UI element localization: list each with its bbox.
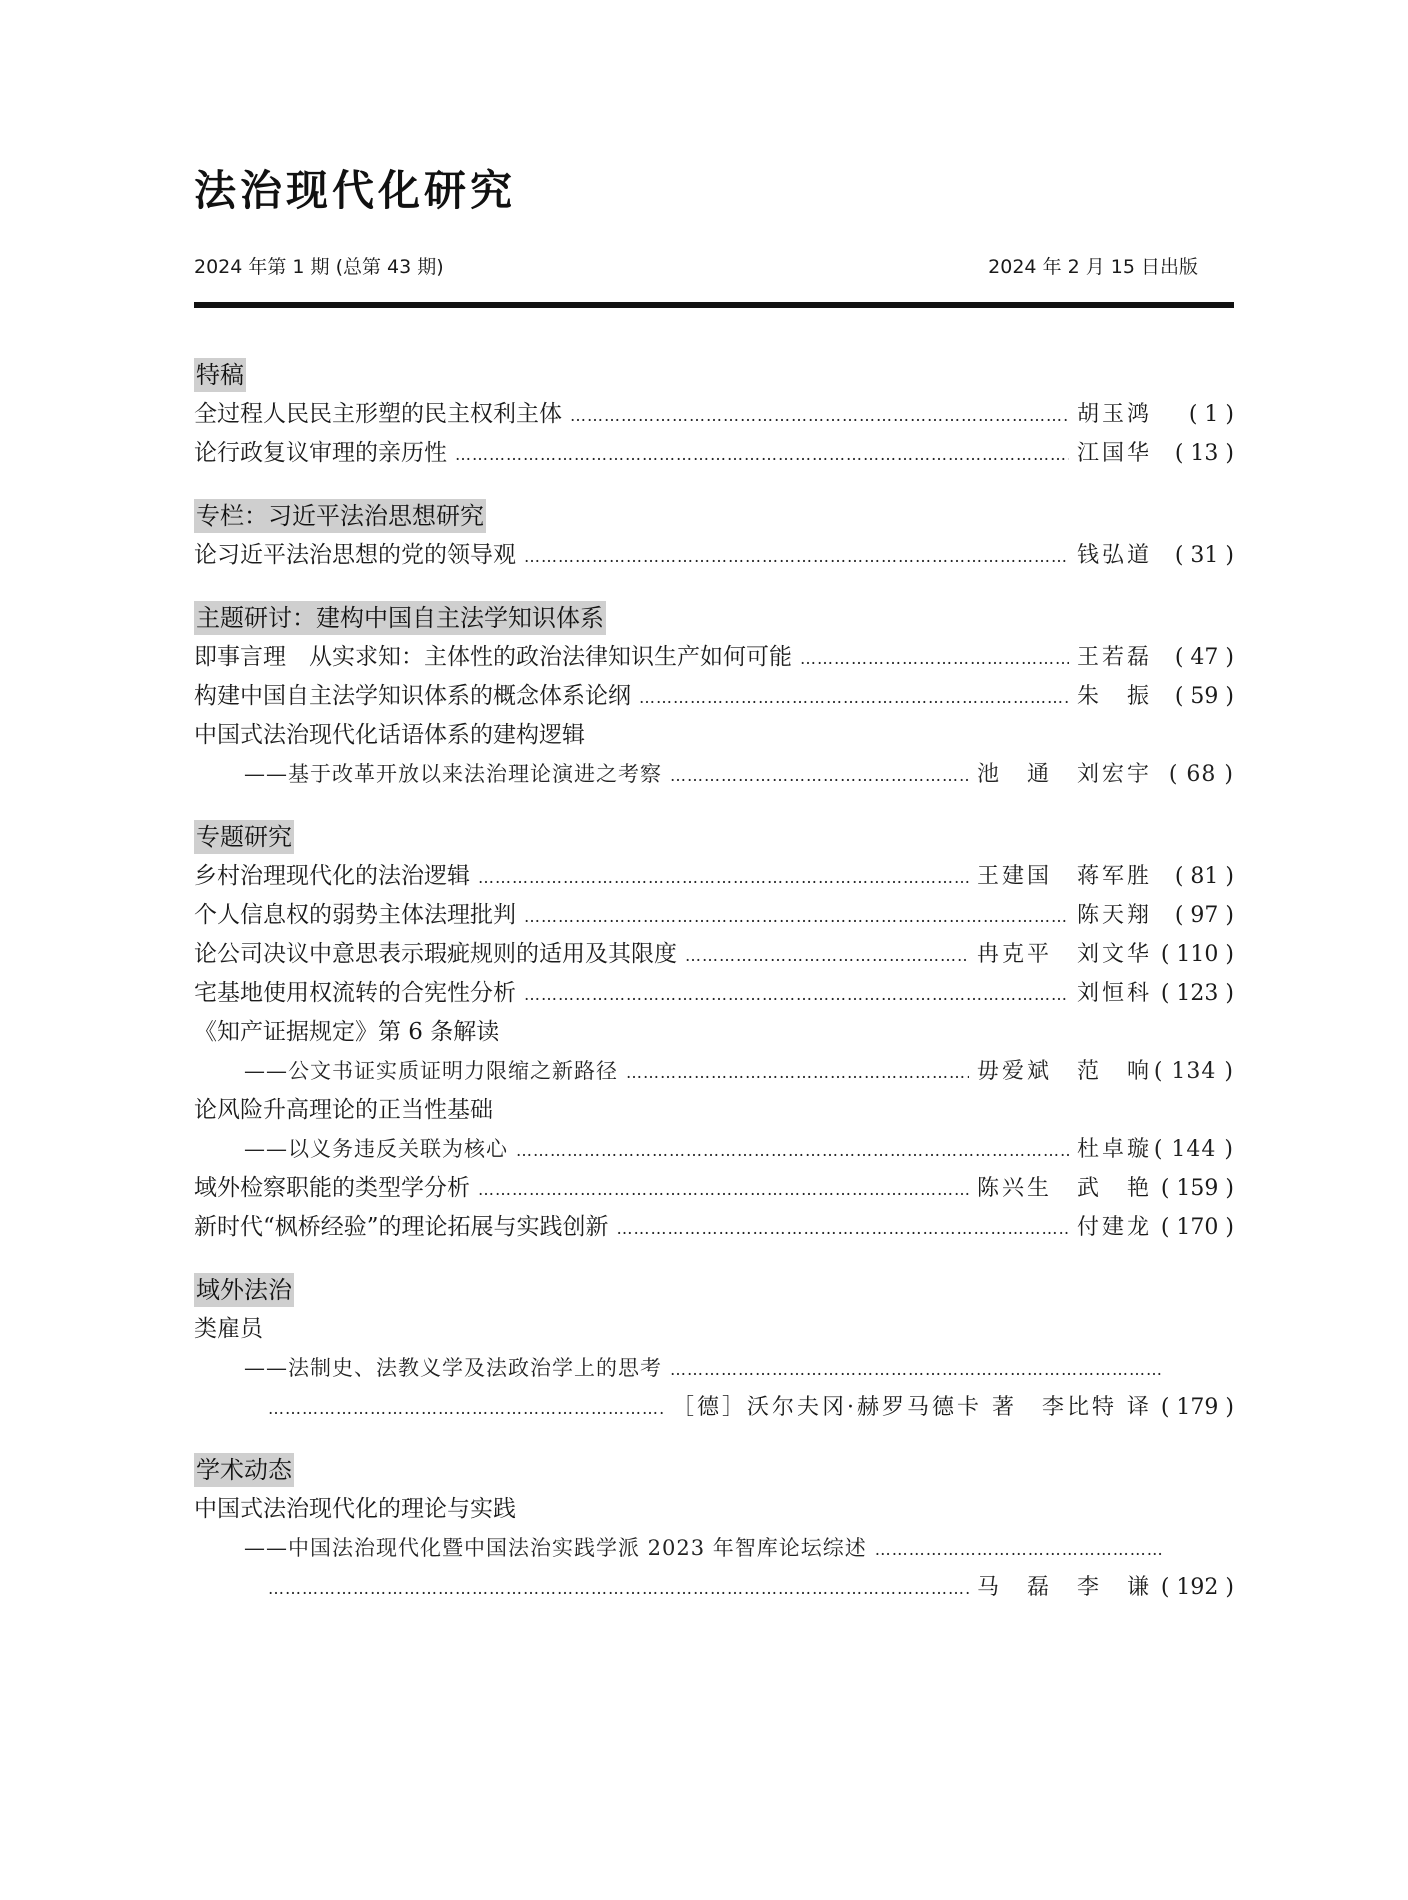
entry-title: 个人信息权的弱势主体法理批判 (194, 902, 516, 928)
entry-author: 毋爱斌 范 响 (976, 1059, 1152, 1084)
entry-title: 域外检察职能的类型学分析 (194, 1175, 470, 1201)
section-heading: 专题研究 (194, 820, 294, 854)
toc-entry[interactable] (194, 935, 1234, 974)
dot-leader (524, 537, 1069, 576)
entry-author: 刘恒科 (1076, 981, 1152, 1006)
toc-section (194, 820, 1234, 1247)
entry-author: 钱弘道 (1076, 543, 1152, 568)
toc-entry[interactable] (194, 716, 1234, 794)
toc-entry[interactable] (194, 1013, 1234, 1091)
entry-title: 构建中国自主法学知识体系的概念体系论纲 (194, 683, 631, 709)
toc-section (194, 499, 1234, 575)
entry-title: 全过程人民民主形塑的民主权利主体 (194, 401, 562, 427)
entry-title: 《知产证据规定》第 6 条解读 (194, 1019, 500, 1045)
entry-page: ( 110 ) (1160, 942, 1234, 967)
entry-page: ( 13 ) (1174, 441, 1234, 466)
dot-leader (570, 396, 1069, 435)
entry-subtitle: ——公文书证实质证明力限缩之新路径 (244, 1059, 618, 1083)
toc-entry[interactable] (194, 896, 1234, 935)
toc-entry[interactable] (194, 638, 1234, 677)
entry-page: ( 159 ) (1160, 1176, 1234, 1201)
entry-title: 中国式法治现代化的理论与实践 (194, 1496, 516, 1522)
entry-page: ( 81 ) (1174, 864, 1234, 889)
toc-entry[interactable] (194, 395, 1234, 434)
entry-page: ( 144 ) (1153, 1137, 1234, 1162)
toc-entry[interactable] (194, 857, 1234, 896)
entry-title: 论习近平法治思想的党的领导观 (194, 542, 516, 568)
entry-author: 杜卓璇 (1076, 1137, 1152, 1162)
entry-page: ( 59 ) (1174, 684, 1234, 709)
entry-page: ( 170 ) (1160, 1215, 1234, 1240)
entry-author: 付建龙 (1076, 1215, 1152, 1240)
entry-title: 类雇员 (194, 1316, 263, 1342)
toc-section (194, 1453, 1234, 1607)
entry-author: 马 磊 李 谦 (976, 1575, 1152, 1600)
entry-author: 冉克平 刘文华 (976, 942, 1152, 967)
section-heading: 主题研讨：建构中国自主法学知识体系 (194, 601, 606, 635)
toc-entry[interactable] (194, 974, 1234, 1013)
entry-author: 陈兴生 武 艳 (976, 1176, 1152, 1201)
toc-entry[interactable] (194, 1091, 1234, 1169)
entry-author: 陈天翔 (1076, 903, 1152, 928)
toc-entry[interactable] (194, 1208, 1234, 1247)
entry-page: ( 47 ) (1174, 645, 1234, 670)
entry-author: ［德］沃尔夫冈·赫罗马德卡 著 李比特 译 (672, 1395, 1152, 1420)
section-heading: 特稿 (194, 358, 246, 392)
entry-author: 王建国 蒋军胜 (976, 864, 1152, 889)
dot-leader (516, 1131, 1069, 1170)
entry-page: ( 97 ) (1174, 903, 1234, 928)
dot-leader (800, 639, 1069, 678)
dot-leader (670, 1350, 1162, 1389)
toc-entry[interactable] (194, 536, 1234, 575)
section-heading: 学术动态 (194, 1453, 294, 1487)
table-of-contents (194, 358, 1234, 1633)
dot-leader (478, 1170, 969, 1209)
journal-title: 法治现代化研究 (194, 166, 517, 215)
entry-title: 论风险升高理论的正当性基础 (194, 1097, 493, 1123)
entry-author: 池 通 刘宏宇 (976, 762, 1152, 787)
dot-leader (524, 897, 1069, 936)
publish-date: 2024 年 2 月 15 日出版 (988, 256, 1198, 278)
entry-title: 乡村治理现代化的法治逻辑 (194, 863, 470, 889)
entry-subtitle: ——基于改革开放以来法治理论演进之考察 (244, 762, 662, 786)
dot-leader (268, 1569, 969, 1608)
dot-leader (875, 1530, 1162, 1569)
entry-author: 胡玉鸿 (1076, 402, 1152, 427)
toc-entry[interactable] (194, 677, 1234, 716)
issue-line (194, 252, 1198, 282)
dot-leader (524, 975, 1069, 1014)
entry-subtitle: ——以义务违反关联为核心 (244, 1137, 508, 1161)
issue-number: 2024 年第 1 期 (总第 43 期) (194, 256, 444, 278)
entry-page: ( 31 ) (1174, 543, 1234, 568)
section-heading: 专栏：习近平法治思想研究 (194, 499, 486, 533)
entry-subtitle: ——法制史、法教义学及法政治学上的思考 (244, 1356, 662, 1380)
entry-author: 王若磊 (1076, 645, 1152, 670)
toc-entry[interactable] (194, 434, 1234, 473)
entry-page: ( 134 ) (1153, 1059, 1234, 1084)
entry-author: 朱 振 (1076, 684, 1152, 709)
header-rule (194, 302, 1234, 308)
dot-leader (455, 435, 1069, 474)
dot-leader (685, 936, 969, 975)
toc-section (194, 1273, 1234, 1427)
entry-title: 宅基地使用权流转的合宪性分析 (194, 980, 516, 1006)
entry-author: 江国华 (1076, 441, 1152, 466)
entry-page: ( 179 ) (1160, 1395, 1234, 1420)
entry-title: 论行政复议审理的亲历性 (194, 440, 447, 466)
entry-title: 即事言理 从实求知：主体性的政治法律知识生产如何可能 (194, 644, 792, 670)
entry-subtitle: ——中国法治现代化暨中国法治实践学派 2023 年智库论坛综述 (244, 1536, 867, 1560)
entry-page: ( 123 ) (1160, 981, 1234, 1006)
toc-entry[interactable] (194, 1169, 1234, 1208)
entry-title: 中国式法治现代化话语体系的建构逻辑 (194, 722, 585, 748)
dot-leader (670, 756, 969, 795)
entry-page: ( 1 ) (1188, 402, 1234, 427)
dot-leader (617, 1209, 1069, 1248)
entry-page: ( 68 ) (1168, 762, 1234, 787)
toc-entry[interactable] (194, 1490, 1234, 1607)
toc-section (194, 358, 1234, 473)
toc-section (194, 601, 1234, 794)
dot-leader (639, 678, 1069, 717)
entry-title: 新时代“枫桥经验”的理论拓展与实践创新 (194, 1214, 609, 1240)
entry-title: 论公司决议中意思表示瑕疵规则的适用及其限度 (194, 941, 677, 967)
dot-leader (478, 858, 969, 897)
dot-leader (626, 1053, 969, 1092)
entry-page: ( 192 ) (1160, 1575, 1234, 1600)
dot-leader (268, 1389, 664, 1428)
section-heading: 域外法治 (194, 1273, 294, 1307)
toc-entry[interactable] (194, 1310, 1234, 1427)
